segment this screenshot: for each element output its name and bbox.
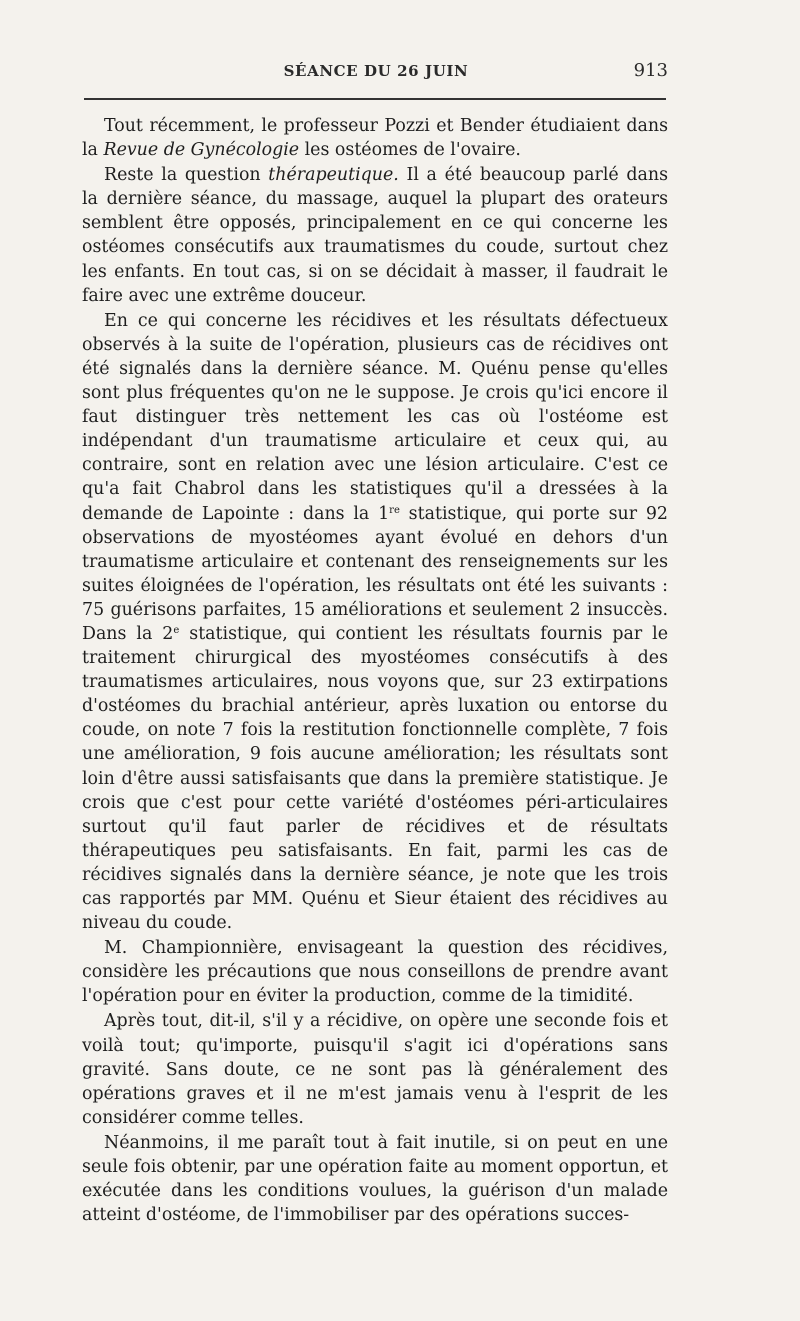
running-title: SÉANCE DU 26 JUIN [283,62,469,80]
paragraph-2-text-a: Reste la question [104,165,269,186]
paragraph-3-text-b: statistique, qui porte sur 92 observations de myostéomes ayant évolué en dehors d'un traumatisme articulaire et contenant des renseignements sur les suites éloignées de l'opération, les résultats ont été les suivants : 75 guérisons parfaites, 15 améliorations et seulement 2 insuccès. Dans la 2 [82,503,668,644]
paragraph-1-text-a: Tout récemment, le professeur Pozzi et Bender étudiaient dans la [82,116,668,161]
paragraph-3-text-a: En ce qui concerne les récidives et les résultats défectueux observés à la suite de l'opération, plusieurs cas de récidives ont été signalés dans la dernière séance. M. Quénu pense qu'elles sont plus fréquentes qu'on ne le suppose. Je crois qu'ici encore il faut distinguer très nettement les cas où l'ostéome est indépendant d'un traumatisme articulaire et ceux qui, au contraire, sont en relation avec une lésion articulaire. C'est ce qu'a fait Chabrol dans les statistiques qu'il a dressées à la demande de Lapointe : dans la 1 [82,310,668,524]
superscript-re: re [389,504,400,516]
italic-term: thérapeutique. [268,165,399,186]
paragraph-3 [82,309,668,935]
paragraph-1-text-b: les ostéomes de l'ovaire. [299,140,521,161]
running-head [84,58,668,88]
header-rule [84,98,666,100]
journal-title: Revue de Gynécologie [103,140,300,161]
paragraph-5: Après tout, dit-il, s'il y a récidive, on opère une seconde fois et voilà tout; qu'importe, puisqu'il s'agit ici d'opérations sans gravité. Sans doute, ce ne sont pas là généralement des opérations graves et il ne m'est jamais venu à l'esprit de les considérer comme telles. [82,1011,668,1128]
paragraph-3-text-c: statistique, qui contient les résultats fournis par le traitement chirurgical des myostéomes consécutifs à des traumatismes articulaires, nous voyons que, sur 23 extirpations d'ostéomes du brachial antérieur, après luxation ou entorse du coude, on note 7 fois la restitution fonctionnelle complète, 7 fois une amélioration, 9 fois aucune amélioration; les résultats sont loin d'être aussi satisfaisants que dans la première statistique. Je crois que c'est pour cette variété d'ostéomes péri-articulaires surtout qu'il faut parler de récidives et de résultats thérapeutiques peu satisfaisants. En fait, parmi les cas de récidives signalés dans la dernière séance, je note que les trois cas rapportés par MM. Quénu et Sieur étaient des récidives au niveau du coude. [82,623,668,934]
superscript-e: e [173,624,180,636]
paragraph-4: M. Championnière, envisageant la question des récidives, considère les précautions que nous conseillons de prendre avant l'opération pour en éviter la production, comme de la timidité. [82,938,668,1007]
page-number: 913 [633,60,668,81]
paragraph-1 [82,114,668,162]
paragraph-6: Néanmoins, il me paraît tout à fait inutile, si on peut en une seule fois obtenir, par une opération faite au moment opportun, et exécutée dans les conditions voulues, la guérison d'un malade atteint d'ostéome, de l'immobiliser par des opérations succes- [82,1132,668,1226]
body-text [82,114,668,1228]
paragraph-2-text-b: Il a été beaucoup parlé dans la dernière séance, du massage, auquel la plupart des orateurs semblent être opposés, principalement en ce qui concerne les ostéomes consécutifs aux traumatismes du coude, surtout chez les enfants. En tout cas, si on se décidait à masser, il faudrait le faire avec une extrême douceur. [82,165,668,306]
paragraph-2 [82,163,668,308]
